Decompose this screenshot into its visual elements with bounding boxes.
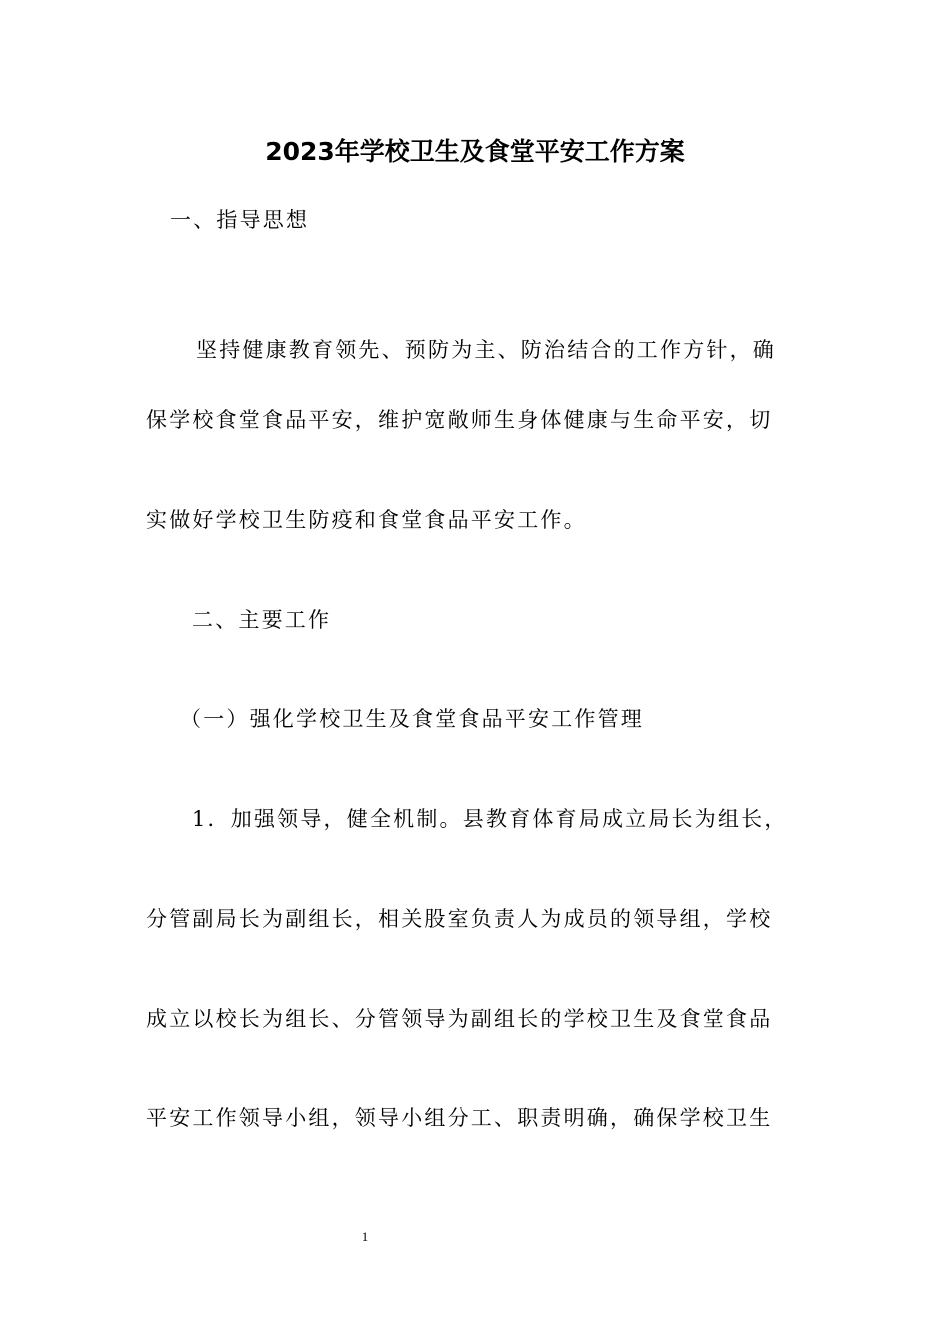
page-number: 1 xyxy=(361,1229,369,1244)
paragraph-line: 分管副局长为副组长，相关股室负责人为成员的领导组，学校 xyxy=(146,907,773,931)
section-heading-guiding-ideology: 一、指导思想 xyxy=(170,208,310,232)
paragraph-line: 平安工作领导小组，领导小组分工、职责明确，确保学校卫生 xyxy=(146,1106,773,1130)
section-heading-main-work: 二、主要工作 xyxy=(192,608,332,632)
paragraph-line: 成立以校长为组长、分管领导为副组长的学校卫生及食堂食品 xyxy=(146,1007,773,1031)
paragraph-line: 保学校食堂食品平安，维护宽敞师生身体健康与生命平安，切 xyxy=(146,408,773,432)
paragraph-line: 坚持健康教育领先、预防为主、防治结合的工作方针，确 xyxy=(196,338,776,362)
paragraph-line: 1．加强领导，健全机制。县教育体育局成立局长为组长， xyxy=(192,807,788,831)
subsection-heading: （一）强化学校卫生及食堂食品平安工作管理 xyxy=(180,707,644,731)
document-title: 2023年学校卫生及食堂平安工作方案 xyxy=(265,137,685,166)
paragraph-line: 实做好学校卫生防疫和食堂食品平安工作。 xyxy=(146,508,587,532)
